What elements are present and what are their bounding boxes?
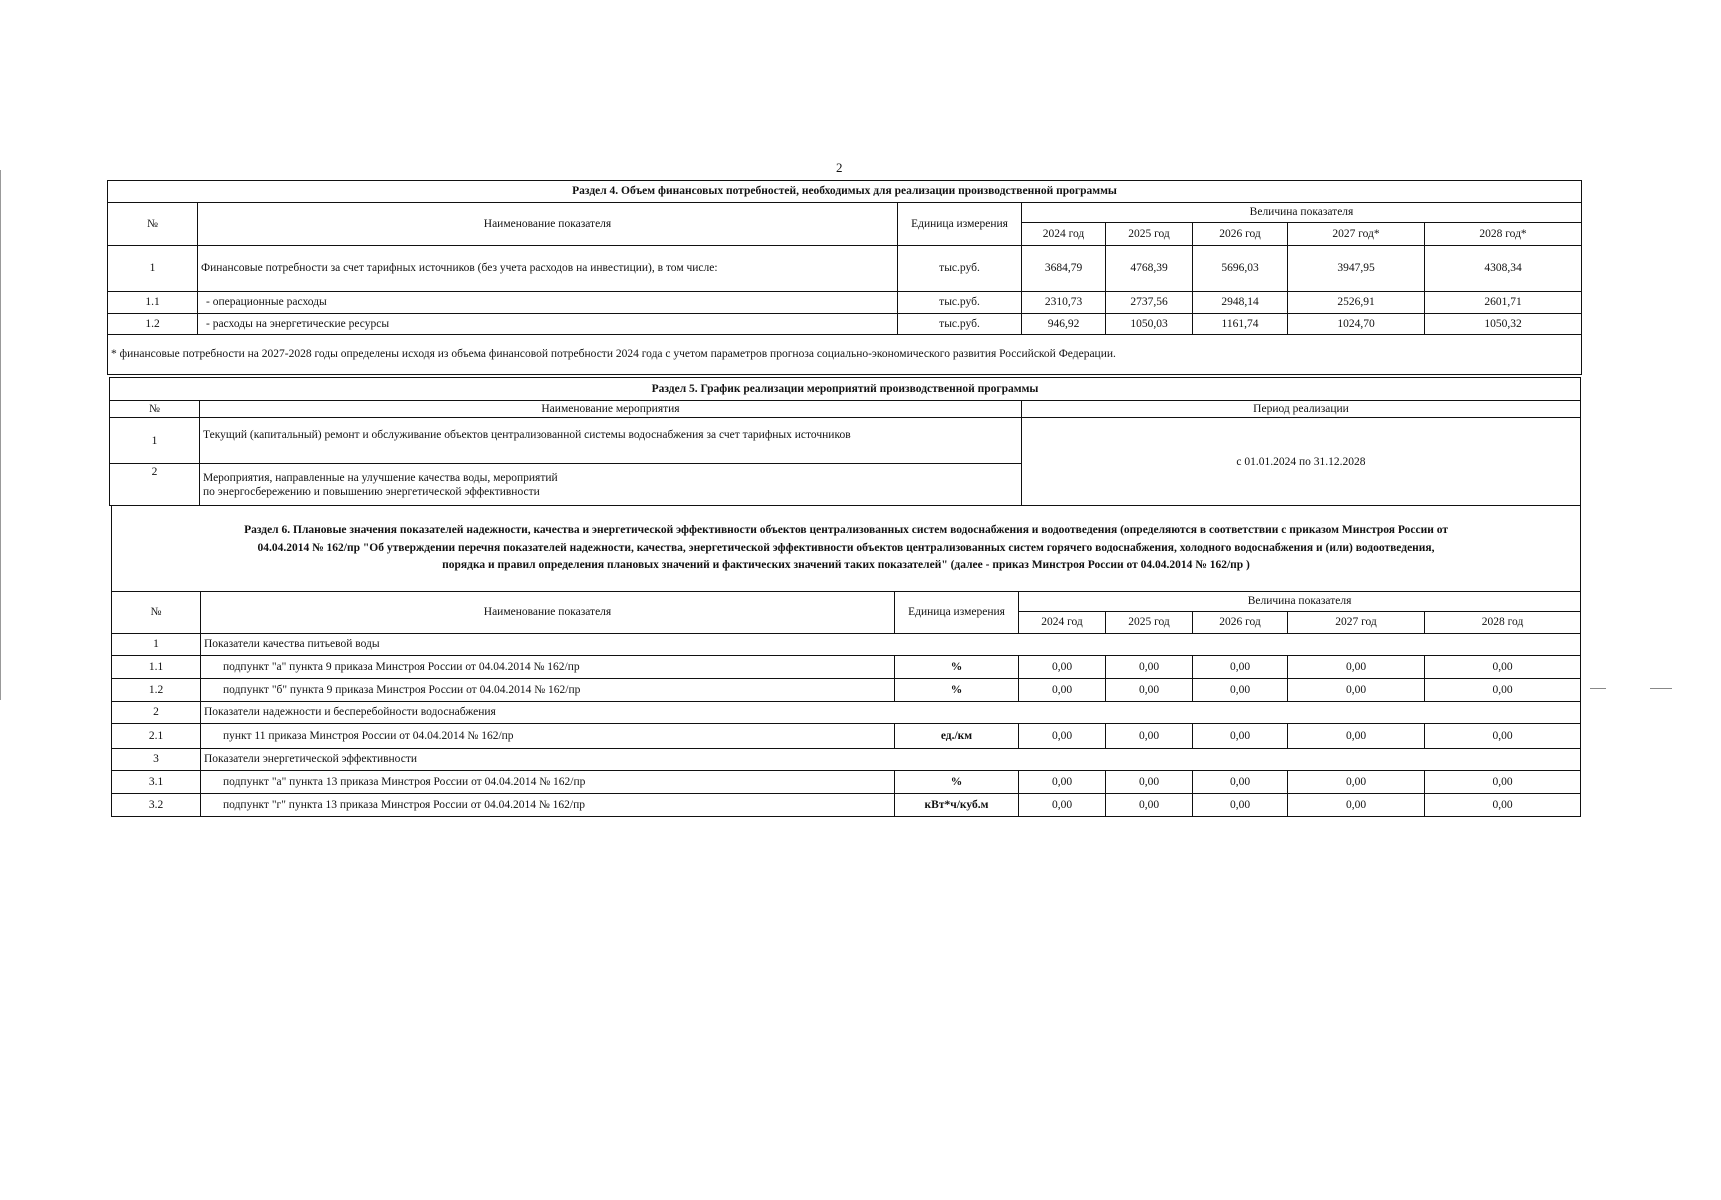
table-row bbox=[112, 724, 1581, 749]
table-row bbox=[110, 418, 1581, 464]
row-value: 2310,73 bbox=[1022, 292, 1106, 314]
row-num: 1.1 bbox=[112, 656, 201, 679]
row-num: 3.2 bbox=[112, 794, 201, 817]
row-value: 0,00 bbox=[1193, 724, 1288, 749]
row-value: 0,00 bbox=[1288, 794, 1425, 817]
row-num: 3.1 bbox=[112, 771, 201, 794]
row-value: 3684,79 bbox=[1022, 246, 1106, 292]
row-value: 0,00 bbox=[1106, 656, 1193, 679]
row-value: 1024,70 bbox=[1288, 314, 1425, 335]
section5-table bbox=[109, 377, 1581, 506]
row-unit: тыс.руб. bbox=[898, 292, 1022, 314]
header-period: Период реализации bbox=[1022, 401, 1581, 418]
header-name: Наименование показателя bbox=[201, 592, 895, 634]
header-year: 2025 год bbox=[1106, 223, 1193, 246]
row-value: 2601,71 bbox=[1425, 292, 1582, 314]
row-unit: ед./км bbox=[895, 724, 1019, 749]
group-num: 2 bbox=[112, 702, 201, 724]
row-value: 1161,74 bbox=[1193, 314, 1288, 335]
row-value: 2526,91 bbox=[1288, 292, 1425, 314]
header-year: 2026 год bbox=[1193, 612, 1288, 634]
header-year: 2028 год* bbox=[1425, 223, 1582, 246]
row-value: 0,00 bbox=[1425, 771, 1581, 794]
row-value: 0,00 bbox=[1019, 794, 1106, 817]
row-unit: тыс.руб. bbox=[898, 246, 1022, 292]
row-value: 0,00 bbox=[1106, 724, 1193, 749]
scan-mark bbox=[1590, 688, 1606, 689]
header-year: 2024 год bbox=[1022, 223, 1106, 246]
row-name: Финансовые потребности за счет тарифных источников (без учета расходов на инвестиции), в том числе: bbox=[198, 246, 898, 292]
group-num: 1 bbox=[112, 634, 201, 656]
table-row bbox=[108, 246, 1582, 292]
section6-title bbox=[112, 506, 1581, 592]
row-value: 3947,95 bbox=[1288, 246, 1425, 292]
row-num: 2 bbox=[110, 464, 200, 506]
header-name: Наименование показателя bbox=[198, 203, 898, 246]
row-value: 2737,56 bbox=[1106, 292, 1193, 314]
row-value: 0,00 bbox=[1288, 724, 1425, 749]
group-row bbox=[112, 634, 1581, 656]
row-value: 0,00 bbox=[1288, 771, 1425, 794]
row-value: 0,00 bbox=[1019, 771, 1106, 794]
group-name: Показатели надежности и бесперебойности водоснабжения bbox=[201, 702, 1581, 724]
row-value: 1050,32 bbox=[1425, 314, 1582, 335]
group-name: Показатели качества питьевой воды bbox=[201, 634, 1581, 656]
group-num: 3 bbox=[112, 749, 201, 771]
row-unit: % bbox=[895, 656, 1019, 679]
header-unit: Единица измерения bbox=[898, 203, 1022, 246]
row-value: 0,00 bbox=[1019, 679, 1106, 702]
row-value: 0,00 bbox=[1425, 724, 1581, 749]
row-value: 0,00 bbox=[1288, 679, 1425, 702]
row-value: 946,92 bbox=[1022, 314, 1106, 335]
header-num: № bbox=[112, 592, 201, 634]
scan-mark bbox=[1650, 688, 1672, 689]
row-value: 0,00 bbox=[1106, 771, 1193, 794]
row-name bbox=[200, 464, 1022, 506]
row-value: 0,00 bbox=[1193, 656, 1288, 679]
header-value-group: Величина показателя bbox=[1019, 592, 1581, 612]
page-number: 2 bbox=[836, 160, 843, 175]
header-name: Наименование мероприятия bbox=[200, 401, 1022, 418]
row-name: подпункт "г" пункта 13 приказа Минстроя России от 04.04.2014 № 162/пр bbox=[201, 794, 895, 817]
header-year: 2025 год bbox=[1106, 612, 1193, 634]
header-unit: Единица измерения bbox=[895, 592, 1019, 634]
row-value: 4768,39 bbox=[1106, 246, 1193, 292]
row-value: 0,00 bbox=[1106, 794, 1193, 817]
table-row bbox=[112, 679, 1581, 702]
row-value: 0,00 bbox=[1425, 656, 1581, 679]
row-num: 1 bbox=[110, 418, 200, 464]
table-row bbox=[108, 314, 1582, 335]
table-row bbox=[112, 656, 1581, 679]
row-value: 5696,03 bbox=[1193, 246, 1288, 292]
section6-title-line: 04.04.2014 № 162/пр "Об утверждении перечня показателей надежности, качества, энергетической эффективности объектов централизованных систем горячего водоснабжения, холодного водоснабжения и (или) водоотведения, bbox=[257, 541, 1435, 554]
row-name: подпункт "а" пункта 9 приказа Минстроя России от 04.04.2014 № 162/пр bbox=[201, 656, 895, 679]
row-name: пункт 11 приказа Минстроя России от 04.04.2014 № 162/пр bbox=[201, 724, 895, 749]
section4-title: Раздел 4. Объем финансовых потребностей, необходимых для реализации производственной программы bbox=[108, 181, 1582, 203]
row-value: 0,00 bbox=[1425, 794, 1581, 817]
period-value: с 01.01.2024 по 31.12.2028 bbox=[1022, 418, 1581, 506]
section4-table bbox=[107, 180, 1582, 375]
section6-title-line: порядка и правил определения плановых значений и фактических значений таких показателей" (далее - приказ Минстроя России от 04.04.2014 № 162/пр ) bbox=[442, 559, 1250, 572]
header-num: № bbox=[108, 203, 198, 246]
header-year: 2027 год bbox=[1288, 612, 1425, 634]
header-year: 2026 год bbox=[1193, 223, 1288, 246]
row-num: 1.2 bbox=[108, 314, 198, 335]
row-name: Текущий (капитальный) ремонт и обслуживание объектов централизованной системы водоснабжения за счет тарифных источников bbox=[200, 418, 1022, 464]
row-num: 1.2 bbox=[112, 679, 201, 702]
row-value: 2948,14 bbox=[1193, 292, 1288, 314]
row-unit: % bbox=[895, 771, 1019, 794]
header-year: 2028 год bbox=[1425, 612, 1581, 634]
row-value: 4308,34 bbox=[1425, 246, 1582, 292]
row-name: - операционные расходы bbox=[198, 292, 898, 314]
header-year: 2027 год* bbox=[1288, 223, 1425, 246]
row-value: 0,00 bbox=[1425, 679, 1581, 702]
row-num: 2.1 bbox=[112, 724, 201, 749]
row-value: 0,00 bbox=[1288, 656, 1425, 679]
row-num: 1 bbox=[108, 246, 198, 292]
section4-footnote: * финансовые потребности на 2027-2028 годы определены исходя из объема финансовой потребности 2024 года с учетом параметров прогноза социально-экономического развития Российской Федерации. bbox=[108, 335, 1582, 375]
table-row bbox=[108, 292, 1582, 314]
header-num: № bbox=[110, 401, 200, 418]
row-value: 0,00 bbox=[1019, 724, 1106, 749]
row-value: 0,00 bbox=[1193, 679, 1288, 702]
row-value: 1050,03 bbox=[1106, 314, 1193, 335]
table-row bbox=[112, 771, 1581, 794]
group-name: Показатели энергетической эффективности bbox=[201, 749, 1581, 771]
row-value: 0,00 bbox=[1019, 656, 1106, 679]
row-name-line: по энергосбережению и повышению энергетической эффективности bbox=[203, 485, 540, 498]
scan-edge-line bbox=[0, 170, 1, 700]
table-row bbox=[112, 794, 1581, 817]
row-name: - расходы на энергетические ресурсы bbox=[198, 314, 898, 335]
section6-table bbox=[111, 505, 1581, 817]
row-value: 0,00 bbox=[1193, 771, 1288, 794]
section6-title-line: Раздел 6. Плановые значения показателей надежности, качества и энергетической эффективности объектов централизованных систем водоснабжения и водоотведения (определяются в соответствии с приказом Минстроя России от bbox=[244, 523, 1448, 536]
row-unit: тыс.руб. bbox=[898, 314, 1022, 335]
header-year: 2024 год bbox=[1019, 612, 1106, 634]
row-name: подпункт "б" пункта 9 приказа Минстроя России от 04.04.2014 № 162/пр bbox=[201, 679, 895, 702]
row-num: 1.1 bbox=[108, 292, 198, 314]
row-value: 0,00 bbox=[1106, 679, 1193, 702]
group-row bbox=[112, 749, 1581, 771]
row-name: подпункт "а" пункта 13 приказа Минстроя России от 04.04.2014 № 162/пр bbox=[201, 771, 895, 794]
group-row bbox=[112, 702, 1581, 724]
row-name-line: Мероприятия, направленные на улучшение качества воды, мероприятий bbox=[203, 471, 558, 484]
row-unit: кВт*ч/куб.м bbox=[895, 794, 1019, 817]
header-value-group: Величина показателя bbox=[1022, 203, 1582, 223]
row-unit: % bbox=[895, 679, 1019, 702]
row-value: 0,00 bbox=[1193, 794, 1288, 817]
section5-title: Раздел 5. График реализации мероприятий производственной программы bbox=[110, 378, 1581, 401]
